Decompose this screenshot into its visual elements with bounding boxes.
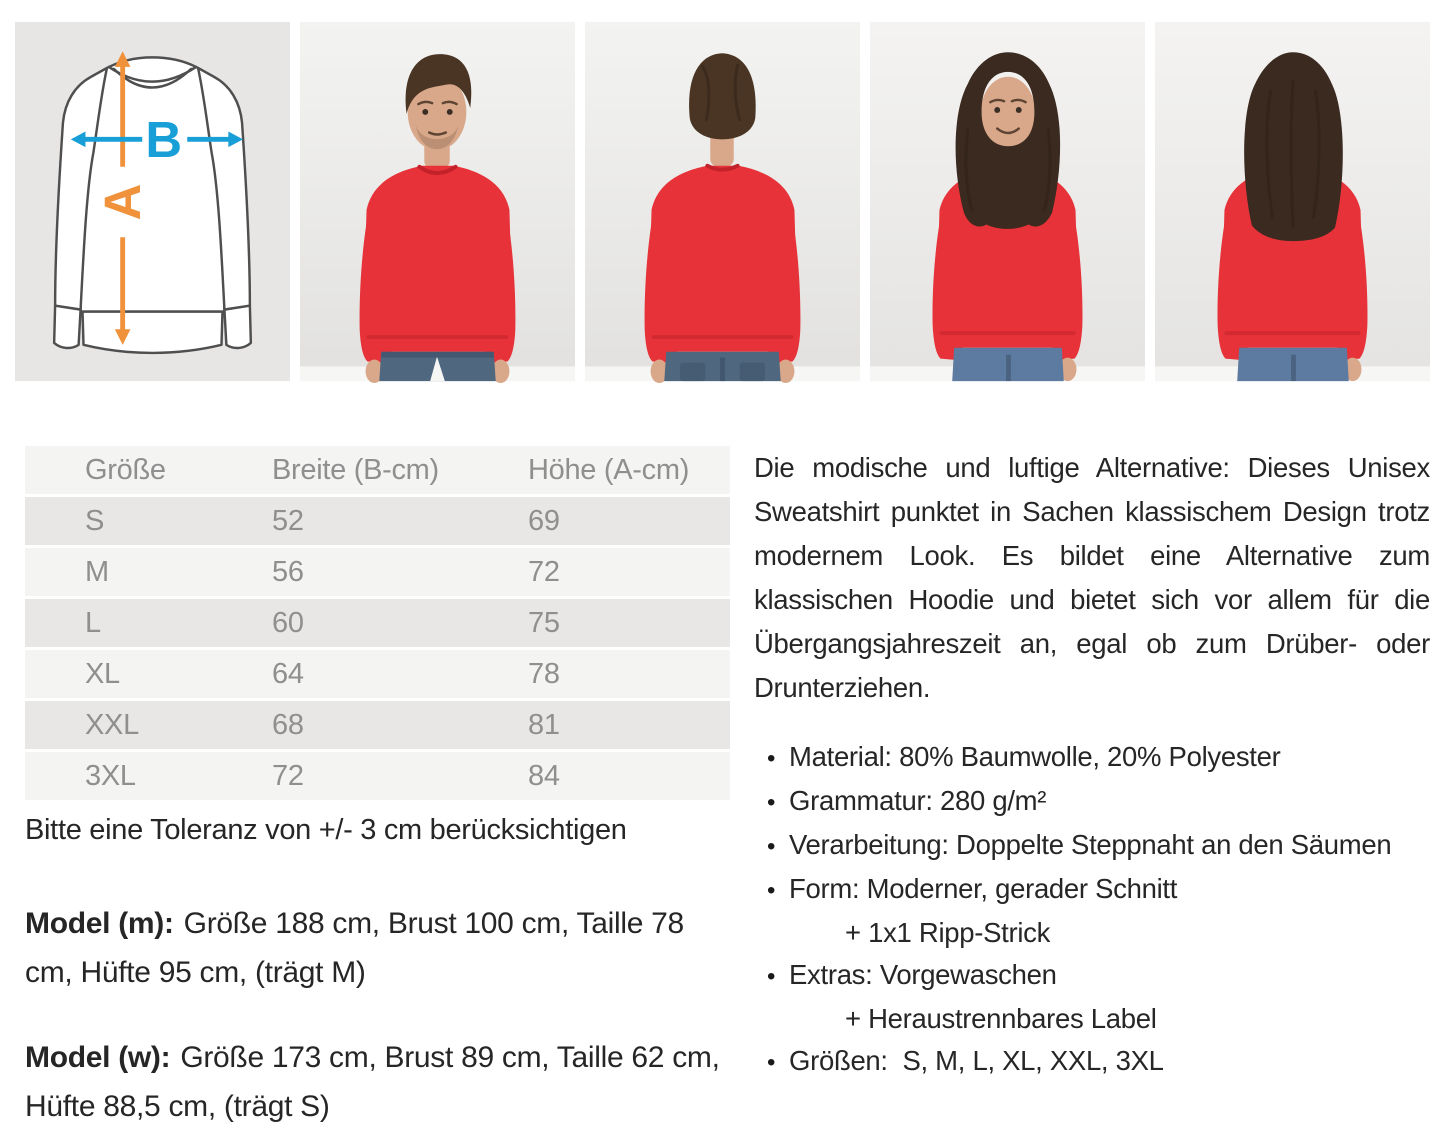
product-description: Die modische und luftige Alternative: Dieses Unisex Sweatshirt punktet in Sachen klassischem Design trotz modernem Look. Es bildet eine Alternative zum klassischen Hoodie und bietet sich vor allem für die Übergangsjahreszeit an, egal ob zum Drüber- oder Drunterziehen. [754,452,1430,703]
left-column [25,446,730,1131]
size-cell: L [85,606,101,639]
sweatshirt-measurement-diagram [15,18,290,385]
photo-female-back-tile [1155,18,1430,385]
bullet-icon: • [767,963,776,990]
bullet-icon: • [767,789,776,816]
feature-material: • Material: 80% Baumwolle, 20% Polyester [767,736,1430,780]
model-female-back-illustration [1155,18,1430,385]
model-female-details: Größe 173 cm, Brust 89 cm, Taille 62 cm, Hüfte 88,5 cm, (trägt S) [25,1041,720,1123]
feature-grammage: • Grammatur: 280 g/m² [767,780,1430,824]
width-cell: 68 [272,708,304,741]
size-cell: M [85,555,109,588]
pocket-left [680,362,705,381]
size-row-s [25,497,730,545]
model-male-details: Größe 188 cm, Brust 100 cm, Taille 78 cm, Hüfte 95 cm, (trägt M) [25,907,684,989]
height-cell: 72 [528,555,560,588]
model-male-back-illustration [585,18,860,385]
model-male-measurements [25,899,730,997]
jeans-seam [1291,355,1296,381]
size-row-3xl [25,752,730,800]
jeans-seam [1006,355,1011,381]
eye-left [422,109,428,115]
height-cell: 69 [528,504,560,537]
eye-left [994,107,1000,113]
height-cell: 84 [528,759,560,792]
bullet-icon: • [767,1049,776,1076]
feature-sizes: • Größen: S, M, L, XL, XXL, 3XL [767,1040,1430,1084]
sweatshirt-body [649,166,798,352]
product-details [0,385,1445,1131]
feature-workmanship: • Verarbeitung: Doppelte Steppnaht an den Säumen [767,824,1430,868]
photo-male-back-tile [585,18,860,385]
label-b: B [145,110,183,168]
height-cell: 75 [528,606,560,639]
width-column-header: Breite (B-cm) [272,453,439,486]
hair-back [689,53,756,139]
right-column [754,446,1430,1084]
feature-list [754,736,1430,1084]
height-cell: 78 [528,657,560,690]
model-female-front-illustration [870,18,1145,385]
width-cell: 56 [272,555,304,588]
tolerance-note: Bitte eine Toleranz von +/- 3 cm berücksichtigen [25,814,627,846]
sweatshirt-outline-icon [54,57,251,353]
model-female-label: Model (w): [25,1041,171,1074]
waistband-shadow [381,352,494,358]
sweatshirt-body [364,166,513,352]
feature-extras-extra: + Heraustrennbares Label [845,1003,1157,1034]
size-cell: 3XL [85,759,136,792]
bullet-icon: • [767,877,776,904]
size-row-xxl [25,701,730,749]
jeans-seam [720,358,725,381]
width-cell: 52 [272,504,304,537]
label-a: A [94,183,152,221]
height-column-header: Höhe (A-cm) [528,453,690,486]
size-cell: S [85,504,105,537]
width-cell: 60 [272,606,304,639]
eye-right [1016,107,1022,113]
bullet-icon: • [767,745,776,772]
size-table [25,446,730,800]
product-image-strip [0,0,1445,385]
size-cell: XXL [85,708,139,741]
width-cell: 64 [272,657,304,690]
pocket-right [740,362,765,381]
feature-extras: • Extras: Vorgewaschen + Heraustrennbares Label [767,954,1430,1040]
model-male-front-illustration [300,18,575,385]
eye-right [447,109,453,115]
size-cell: XL [85,657,120,690]
model-male-label: Model (m): [25,907,174,940]
size-diagram-tile [15,18,290,385]
size-row-l [25,599,730,647]
size-row-m [25,548,730,596]
size-table-header-row [25,446,730,494]
feature-form: • Form: Moderner, gerader Schnitt + 1x1 Ripp-Strick [767,868,1430,954]
model-female-measurements [25,1033,730,1131]
feature-form-extra: + 1x1 Ripp-Strick [845,917,1051,948]
bullet-icon: • [767,833,776,860]
height-cell: 81 [528,708,560,741]
photo-female-front-tile [870,18,1145,385]
width-cell: 72 [272,759,304,792]
size-row-xl [25,650,730,698]
size-column-header: Größe [85,453,166,486]
photo-male-front-tile [300,18,575,385]
